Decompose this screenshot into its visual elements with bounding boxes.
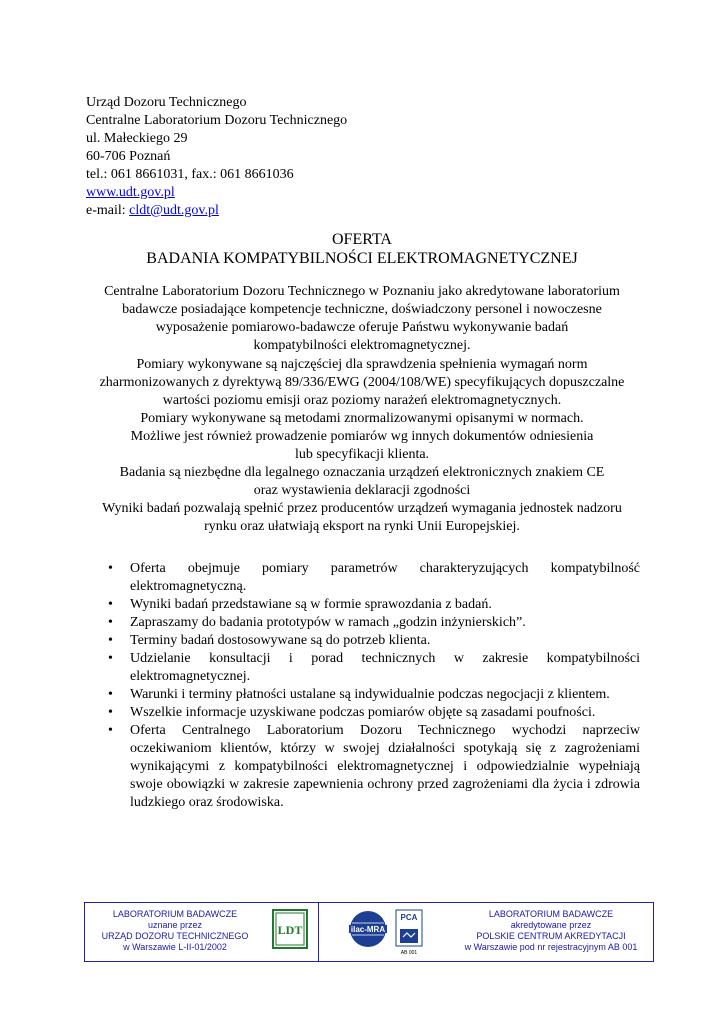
details-line: Możliwe jest również prowadzenie pomiarów wg innych dokumentów odniesienia	[130, 429, 594, 444]
details-line: Pomiary wykonywane są metodami znormalizowanymi opisanymi w normach.	[140, 411, 584, 426]
postal-city: 60-706 Poznań	[86, 149, 171, 164]
list-item-text: Oferta Centralnego Laboratorium Dozoru Technicznego wychodzi naprzeciw oczekiwaniom klientów, którzy w swojej działalności spotykają się z zagrożeniami wynikającymi z kompatybilności elektromagnetycznej i odpowiedzialnie wypełniają swoje obowiązki w zakresie zapewnienia ochrony przed zagrożeniami dla życia i zdrowia ludzkiego oraz środowiska.	[130, 723, 640, 810]
address-block	[86, 94, 347, 220]
footer-right-line: LABORATORIUM BADAWCZE	[488, 909, 614, 919]
list-item	[108, 560, 640, 596]
bullet-icon: •	[108, 597, 113, 612]
ilac-mra-logo	[343, 909, 393, 949]
intro-line: Centralne Laboratorium Dozoru Technicznego w Poznaniu jako akredytowane laboratorium	[104, 284, 620, 299]
list-item	[108, 614, 640, 632]
pca-accreditation-text	[451, 909, 651, 953]
accreditation-footer	[84, 902, 654, 962]
footer-left-line: URZĄD DOZORU TECHNICZNEGO	[101, 931, 249, 941]
list-item-text: Oferta obejmuje pomiary parametrów charakteryzujących kompatybilność elektromagnetyczną.	[130, 561, 640, 594]
street-address: ul. Małeckiego 29	[86, 131, 188, 146]
bullet-icon: •	[108, 561, 113, 576]
intro-line: wyposażenie pomiarowo-badawcze oferuje Państwu wykonywanie badań	[155, 320, 569, 335]
ldt-logo-text: LDT	[277, 923, 303, 937]
intro-paragraph	[70, 283, 654, 355]
list-item	[108, 632, 640, 650]
email-label: e-mail:	[86, 203, 130, 218]
details-line: Badania są niezbędne dla legalnego oznaczania urządzeń elektronicznych znakiem CE	[119, 465, 605, 480]
pca-logo	[395, 909, 423, 957]
document-subtitle: BADANIA KOMPATYBILNOŚCI ELEKTROMAGNETYCZNEJ	[146, 250, 578, 267]
list-item-text: Warunki i terminy płatności ustalane są indywidualnie podczas negocjacji z klientem.	[130, 687, 610, 702]
list-item	[108, 704, 640, 722]
details-line: rynku oraz ułatwiają eksport na rynki Unii Europejskiej.	[204, 519, 520, 534]
bullet-icon: •	[108, 687, 113, 702]
udt-recognition-text	[85, 909, 265, 953]
list-item	[108, 596, 640, 614]
details-line: lub specyfikacji klienta.	[294, 447, 430, 462]
details-line: wartości poziomu emisji oraz poziomy narażeń elektromagnetycznych.	[162, 393, 562, 408]
list-item	[108, 686, 640, 704]
intro-line: kompatybilności elektromagnetycznej.	[253, 338, 471, 353]
ldt-logo	[272, 909, 308, 949]
pca-logo-text: PCA	[400, 913, 418, 922]
list-item	[108, 650, 640, 686]
footer-left-line: uznane przez	[147, 920, 203, 930]
footer-right-line: w Warszawie pod nr rejestracyjnym AB 001	[464, 942, 638, 952]
ilac-logo-text: ilac-MRA	[350, 925, 386, 934]
bullet-icon: •	[108, 723, 113, 738]
details-line: Wyniki badań pozwalają spełnić przez producentów urządzeń wymagania jednostek nadzoru	[102, 501, 622, 516]
details-paragraph	[70, 356, 654, 536]
offer-bullet-list	[108, 560, 640, 812]
list-item-text: Terminy badań dostosowywane są do potrzeb klienta.	[130, 633, 431, 648]
list-item-text: Wyniki badań przedstawiane są w formie sprawozdania z badań.	[130, 597, 492, 612]
list-item-text: Zapraszamy do badania prototypów w ramach „godzin inżynierskich”.	[130, 615, 526, 630]
lab-name: Centralne Laboratorium Dozoru Technicznego	[86, 113, 348, 128]
phone-fax: tel.: 061 8661031, fax.: 061 8661036	[86, 167, 294, 182]
footer-right-line: POLSKIE CENTRUM AKREDYTACJI	[476, 931, 626, 941]
pca-number-text: AB 001	[400, 950, 418, 956]
bullet-icon: •	[108, 705, 113, 720]
bullet-icon: •	[108, 651, 113, 666]
website-link[interactable]: www.udt.gov.pl	[86, 185, 175, 200]
details-line: zharmonizowanych z dyrektywą 89/336/EWG (2004/108/WE) specyfikujących dopuszczalne	[99, 375, 625, 390]
list-item-text: Wszelkie informacje uzyskiwane podczas pomiarów objęte są zasadami poufności.	[130, 705, 596, 720]
email-link[interactable]: cldt@udt.gov.pl	[129, 203, 219, 218]
bullet-icon: •	[108, 633, 113, 648]
document-title: OFERTA	[332, 231, 392, 248]
footer-right-line: akredytowane przez	[510, 920, 592, 930]
details-line: Pomiary wykonywane są najczęściej dla sprawdzenia spełnienia wymagań norm	[136, 357, 588, 372]
list-item	[108, 722, 640, 812]
org-name: Urząd Dozoru Technicznego	[86, 95, 247, 110]
intro-line: badawcze posiadające kompetencje techniczne, doświadczony personel i nowoczesne	[122, 302, 602, 317]
footer-left-line: w Warszawie L-II-01/2002	[123, 942, 227, 952]
footer-divider	[318, 903, 319, 961]
bullet-icon: •	[108, 615, 113, 630]
list-item-text: Udzielanie konsultacji i porad technicznych w zakresie kompatybilności elektromagnetycznej.	[130, 651, 640, 684]
footer-left-line: LABORATORIUM BADAWCZE	[112, 909, 238, 919]
details-line: oraz wystawienia deklaracji zgodności	[253, 483, 471, 498]
